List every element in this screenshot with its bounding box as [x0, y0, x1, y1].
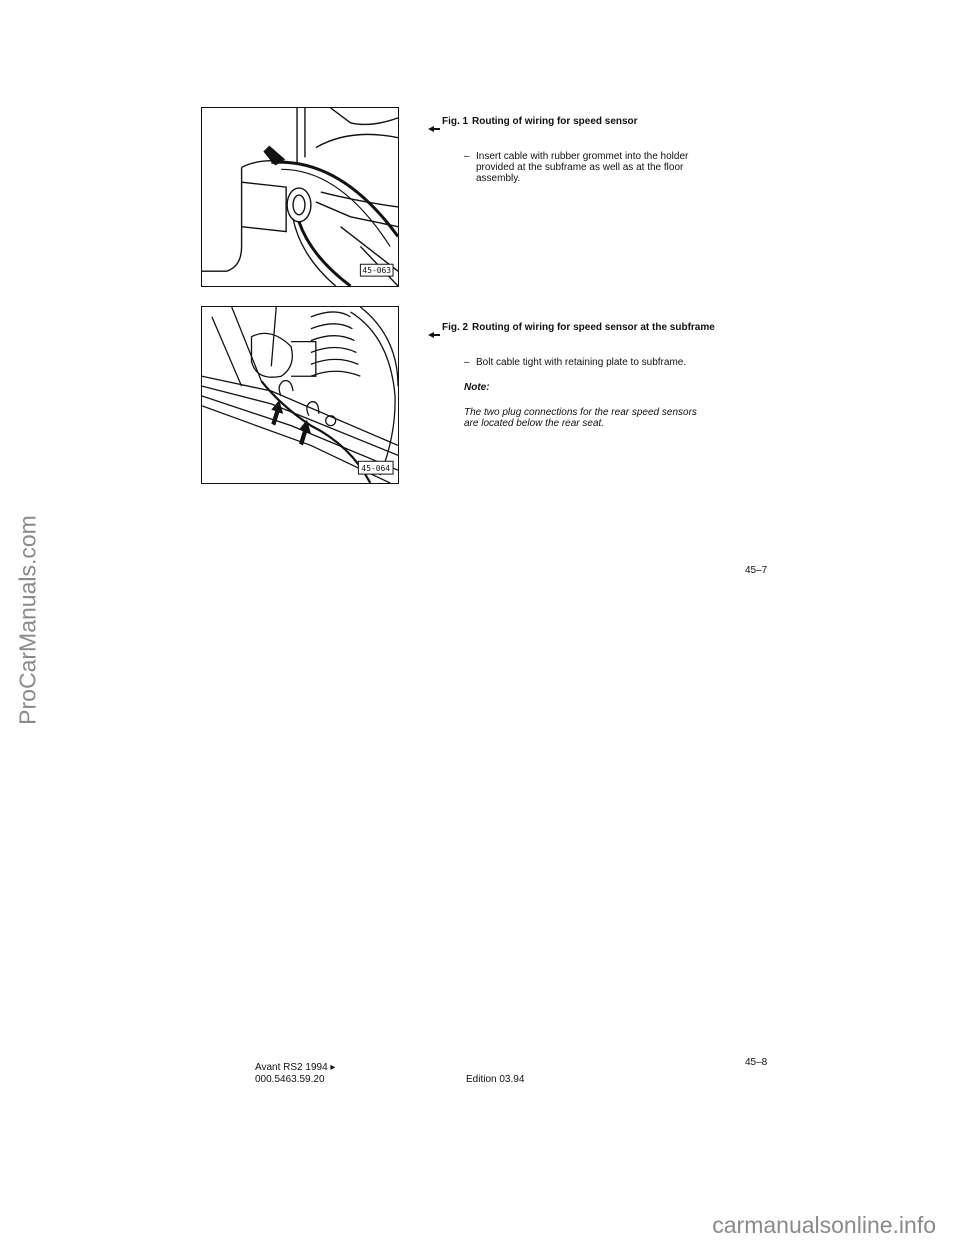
- figure-2-step-text: Bolt cable tight with retaining plate to subframe.: [476, 357, 687, 368]
- figure-1-number: Fig. 1: [442, 116, 469, 127]
- footer-model: Avant RS2 1994 ▸: [255, 1062, 336, 1073]
- bottom-watermark: carmanualsonline.info: [712, 1212, 936, 1238]
- figure-2-step: [428, 357, 718, 368]
- footer-model-info: [255, 1062, 335, 1086]
- figure-2-illustration: [201, 306, 399, 484]
- figure-2-title: Routing of wiring for speed sensor at the subframe: [472, 322, 715, 333]
- side-watermark: [8, 400, 48, 840]
- figure-2-code: 45-064: [361, 464, 391, 474]
- step-dash: –: [464, 357, 470, 368]
- note-label: Note:: [464, 382, 490, 393]
- page-number-lower: 45–8: [745, 1057, 768, 1068]
- pointer-arrow-icon: [428, 119, 442, 137]
- figure-1-caption: [428, 116, 718, 184]
- figure-1-title: Routing of wiring for speed sensor: [472, 116, 638, 127]
- footer-doc-number: 000.5463.59.20: [255, 1074, 325, 1085]
- figure-1-code: 45-063: [362, 266, 392, 276]
- note-text: The two plug connections for the rear speed sensors are located below the rear seat.: [464, 407, 697, 429]
- footer-edition: Edition 03.94: [466, 1074, 525, 1085]
- figure-2-number: Fig. 2: [442, 322, 469, 333]
- figure-1-illustration: [201, 107, 399, 287]
- figure-2-caption: [428, 322, 718, 429]
- step-dash: –: [464, 151, 470, 162]
- pointer-arrow-icon: [428, 325, 442, 343]
- side-watermark-text: ProCarManuals.com: [14, 515, 41, 725]
- figure-1-step-text: Insert cable with rubber grommet into the holder provided at the subframe as well as at the floor assembly.: [476, 151, 689, 184]
- page-number-upper: 45–7: [745, 565, 768, 576]
- figure-1-step: [428, 151, 718, 184]
